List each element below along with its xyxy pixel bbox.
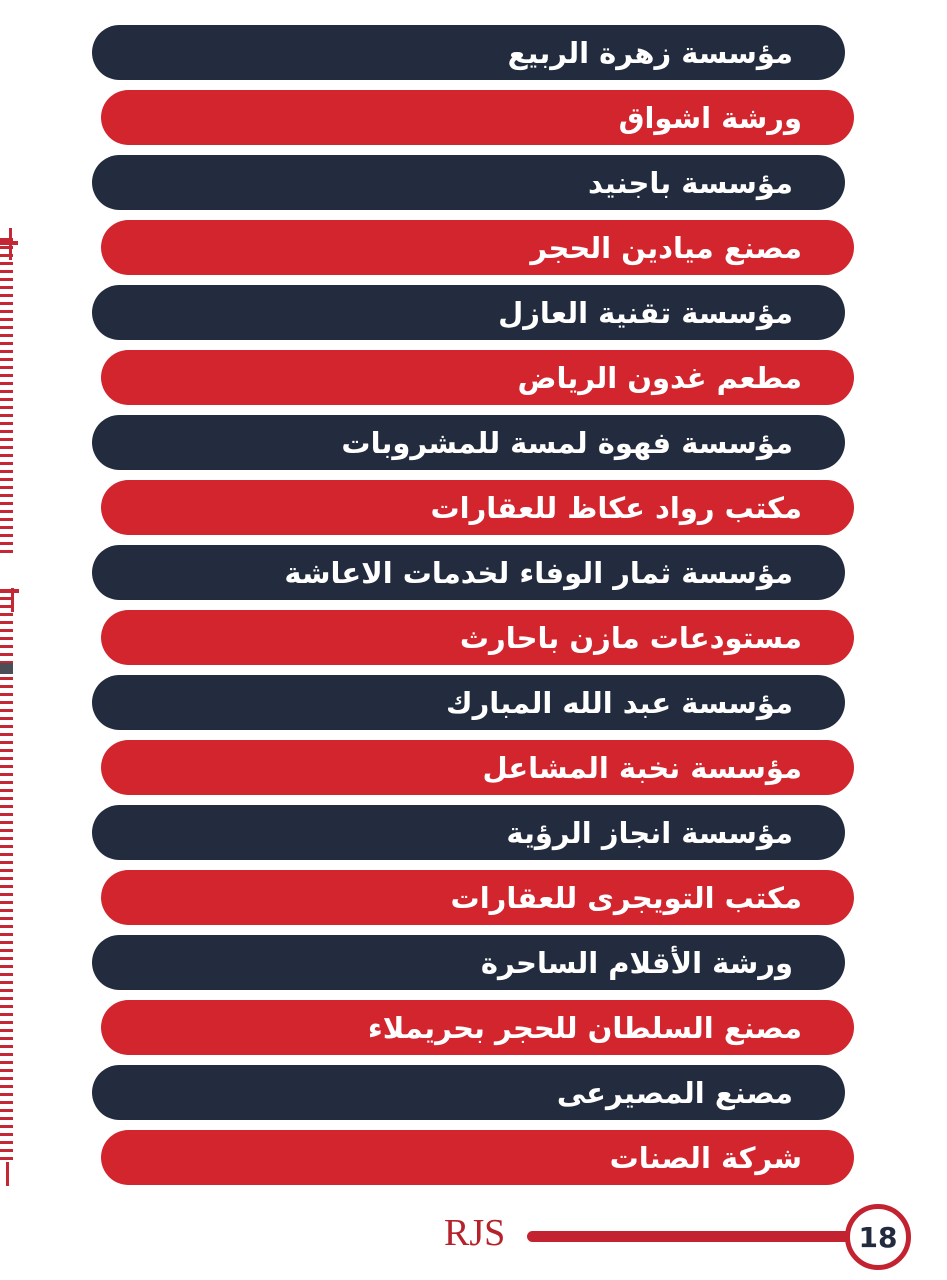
list-item: [101, 90, 854, 145]
list-item: [92, 935, 845, 990]
page-footer: [0, 1200, 947, 1280]
list-item-label: ورشة الأقلام الساحرة: [480, 945, 793, 980]
list-item: [101, 740, 854, 795]
list-item-label: مؤسسة انجاز الرؤية: [506, 815, 793, 850]
list-item: [92, 805, 845, 860]
list-item: [101, 480, 854, 535]
edge-dash-strip-bottom: [0, 597, 13, 1165]
list-item: [92, 1065, 845, 1120]
list-item-label: مؤسسة فهوة لمسة للمشروبات: [341, 425, 793, 460]
list-item: [101, 350, 854, 405]
list-item: [101, 1000, 854, 1055]
list-item-label: مؤسسة باجنيد: [588, 165, 793, 200]
list-item-label: مؤسسة زهرة الربيع: [507, 35, 793, 70]
list-item: [101, 220, 854, 275]
footer-rule-line: [527, 1231, 853, 1242]
list-item: [92, 285, 845, 340]
list-item-label: مصنع ميادين الحجر: [530, 230, 802, 265]
list-item-label: مؤسسة نخبة المشاعل: [482, 750, 802, 785]
company-list: [92, 25, 845, 1195]
brand-logo: RJS: [444, 1212, 506, 1254]
edge-dash-mark: [0, 241, 18, 245]
list-item-label: مصنع السلطان للحجر بحريملاء: [367, 1010, 802, 1045]
list-item-label: مؤسسة تقنية العازل: [498, 295, 793, 330]
page-number: 18: [858, 1220, 898, 1254]
list-item: [92, 675, 845, 730]
edge-dark-dash-mark: [0, 663, 13, 674]
page-number-badge: [845, 1204, 911, 1270]
list-item-label: مؤسسة عبد الله المبارك: [446, 685, 793, 720]
list-item-label: شركة الصنات: [609, 1140, 802, 1175]
list-item-label: مطعم غدون الرياض: [517, 360, 802, 395]
list-item-label: مكتب التويجرى للعقارات: [450, 880, 802, 915]
list-item-label: ورشة اشواق: [618, 100, 802, 135]
list-item-label: مكتب رواد عكاظ للعقارات: [430, 490, 802, 525]
list-item: [92, 25, 845, 80]
edge-tick-mark: [6, 1162, 9, 1186]
list-item: [101, 1130, 854, 1185]
edge-dash-mark: [0, 589, 19, 593]
list-item: [92, 545, 845, 600]
list-item: [101, 610, 854, 665]
list-item-label: مؤسسة ثمار الوفاء لخدمات الاعاشة: [284, 555, 793, 590]
list-item-label: مصنع المصيرعى: [556, 1075, 793, 1110]
list-item: [101, 870, 854, 925]
list-item: [92, 155, 845, 210]
list-item-label: مستودعات مازن باحارث: [459, 620, 802, 655]
edge-dash-strip-top: [0, 238, 13, 554]
list-item: [92, 415, 845, 470]
